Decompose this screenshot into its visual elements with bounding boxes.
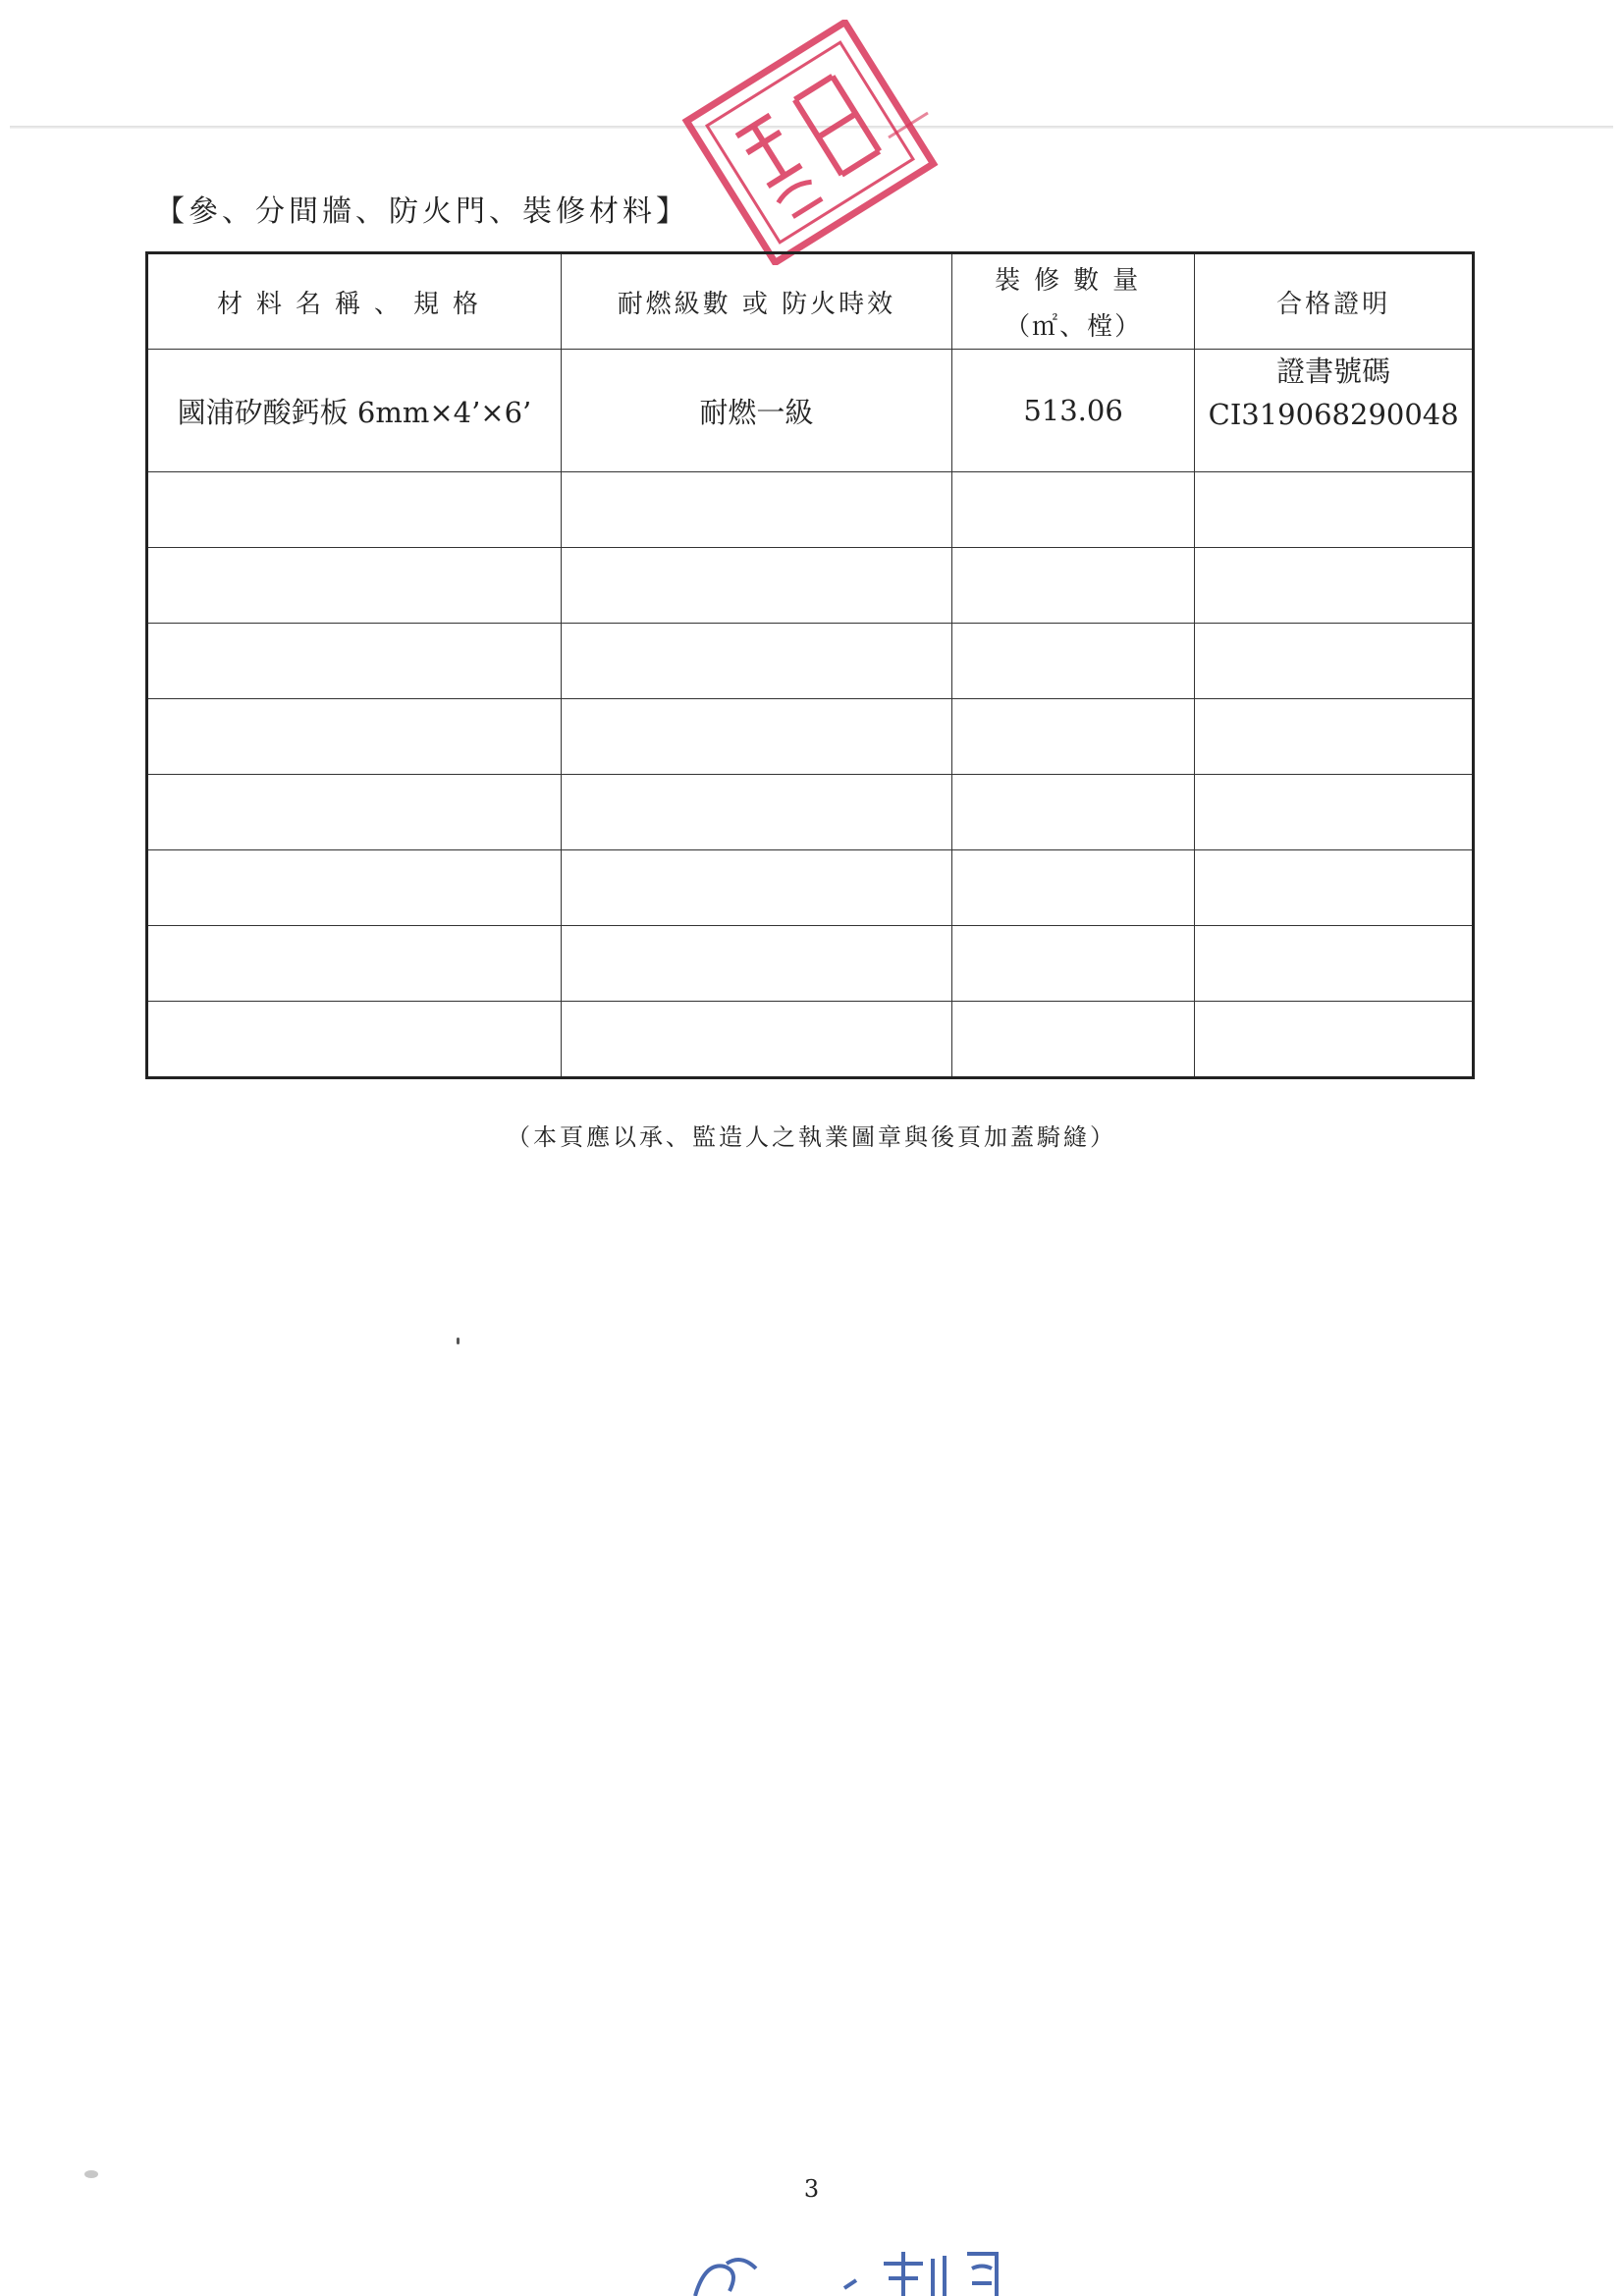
header-quantity-unit: （㎡、樘） (1004, 312, 1143, 342)
header-material: 材料名稱、規格 (147, 253, 562, 350)
empty-table-row (147, 624, 1474, 699)
empty-table-row (147, 850, 1474, 926)
empty-table-row (147, 926, 1474, 1002)
header-quantity (951, 253, 1195, 350)
empty-table-row (147, 548, 1474, 624)
page-number: 3 (803, 2175, 820, 2203)
empty-table-row (147, 699, 1474, 775)
quantity-cell: 513.06 (951, 350, 1195, 472)
stray-mark (457, 1338, 460, 1344)
header-certificate: 合格證明 (1195, 253, 1474, 350)
certificate-cell (1195, 350, 1474, 472)
table-row (147, 350, 1474, 472)
footnote: （本頁應以承、監造人之執業圖章與後頁加蓋騎縫） (507, 1123, 1116, 1151)
certificate-label: 證書號碼 (1276, 355, 1391, 388)
empty-table-row (147, 472, 1474, 548)
header-quantity-label: 裝修數量 (995, 266, 1153, 296)
certificate-number: CI319068290048 (1208, 398, 1459, 431)
materials-table (145, 251, 1475, 1079)
material-cell: 國浦矽酸鈣板 6mm×4’×6’ (147, 350, 562, 472)
section-title: 【參、分間牆、防火門、裝修材料】 (155, 194, 689, 229)
empty-table-row (147, 775, 1474, 850)
table-header-row (147, 253, 1474, 350)
blue-seal-stamp (687, 2244, 1021, 2296)
empty-table-row (147, 1002, 1474, 1078)
grade-cell: 耐燃一級 (561, 350, 951, 472)
header-grade: 耐燃級數 或 防火時效 (561, 253, 951, 350)
red-seal-stamp (663, 20, 957, 265)
